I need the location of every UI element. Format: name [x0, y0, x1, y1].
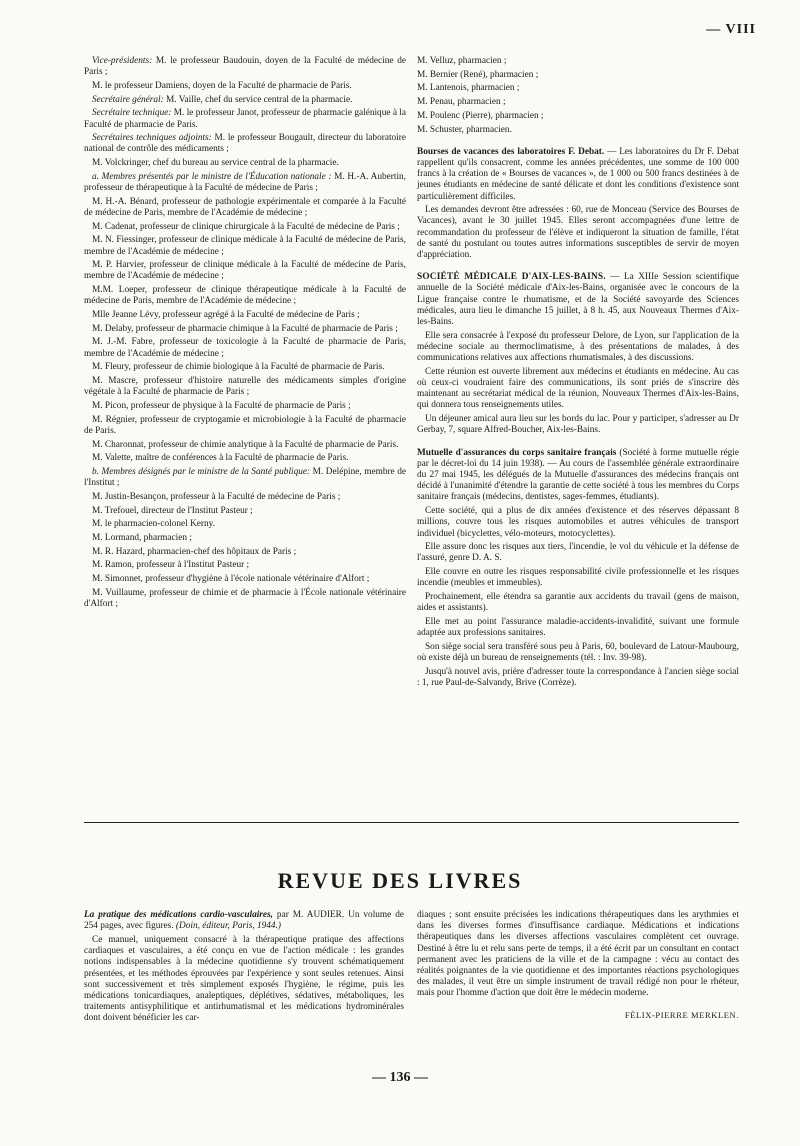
- member-list-item: M. Poulenc (Pierre), pharmacien ;: [417, 110, 544, 121]
- item-text: M. Charonnat, professeur de chimie analytique à la Faculté de pharmacie de Paris.: [92, 439, 399, 450]
- member-list-item: M. Penau, pharmacien ;: [417, 97, 506, 108]
- item-text: M. Mascre, professeur d'histoire naturelle des médicaments simples d'origine végétale à la Faculté de pharmacie de Paris ;: [84, 376, 406, 398]
- item-text: M. le professeur Bougault, directeur du laboratoire national de contrôle des médicaments ;: [84, 133, 406, 155]
- left-column-item: [84, 235, 406, 257]
- left-column-item: [84, 440, 406, 451]
- left-column-item: [84, 533, 406, 544]
- left-column-item: [84, 260, 406, 282]
- member-list-item: M. Lantenois, pharmacien ;: [417, 83, 520, 94]
- societe-paragraph-3: Cette réunion est ouverte librement aux médecins et étudiants en médecine. Au cas où ceux-ci voudraient faire des communications, ils sont priés de s'inscrire dès maintenant au secrétariat médical de la réunion, Nouveaux Thermes d'Aix-les-Bains, qui donnera tous renseignements utiles.: [417, 366, 739, 411]
- item-text: M. le professeur Janot, professeur de pharmacie galénique à la Faculté de pharmacie de Paris.: [84, 108, 406, 130]
- book-details: Un volume de 254 pages, avec figures.: [84, 910, 404, 932]
- right-column: [417, 56, 739, 692]
- review-text-left: Ce manuel, uniquement consacré à la thérapeutique pratique des affections cardiaques et vasculaires, a été conçu en vue de l'action médicale : les grandes notions indispensables à la médecine quotidienne s'y trouvent schématiquement présentées, et les méthodes éprouvées par l'expérience y sont seules retenues. Ainsi sont successivement et très simplement exposés l'hygiène, le régime, puis les médications tonicardiaques, analeptiques, déplétives, sédatives, métaboliques, les traitements antisyphilitique et antirhumatismal et les médications hydrominérales dont doivent bénéficier les car-: [84, 934, 404, 1024]
- item-lead: a. Membres présentés par le ministre de l'Éducation nationale :: [92, 171, 332, 182]
- item-text: M. le professeur Baudouin, doyen de la Faculté de médecine de Paris ;: [84, 56, 406, 78]
- left-column-item: [84, 574, 406, 585]
- left-column-item: [84, 310, 406, 321]
- item-text: M. Delépine, membre de l'Institut ;: [84, 467, 406, 489]
- section-title: REVUE DES LIVRES: [277, 868, 523, 893]
- item-text: M. R. Hazard, pharmacien-chef des hôpitaux de Paris ;: [92, 546, 297, 557]
- item-text: M. le professeur Damiens, doyen de la Faculté de pharmacie de Paris.: [92, 80, 352, 91]
- left-column-item: [84, 285, 406, 307]
- item-text: M. J.-M. Fabre, professeur de toxicologie à la Faculté de pharmacie de Paris, membre de l'Académie de médecine ;: [84, 337, 406, 359]
- item-lead: Secrétaire technique:: [92, 108, 172, 119]
- member-list-item: M. Schuster, pharmacien.: [417, 124, 512, 135]
- item-text: M. Delaby, professeur de pharmacie chimique à la Faculté de pharmacie de Paris ;: [92, 323, 398, 334]
- review-right-column: [417, 910, 739, 1021]
- left-column-item: [84, 133, 406, 155]
- item-text: Mlle Jeanne Lévy, professeur agrégé à la Faculté de médecine de Paris ;: [92, 310, 360, 321]
- bourses-heading: Bourses de vacances des laboratoires F. Debat.: [417, 146, 605, 157]
- item-lead: b. Membres désignés par le ministre de la Santé publique:: [92, 467, 311, 477]
- members-list: [417, 56, 739, 136]
- left-column-item: [84, 467, 406, 489]
- section-divider: [84, 822, 739, 823]
- left-column-item: [84, 560, 406, 571]
- left-column-item: [84, 519, 406, 530]
- item-text: M. le pharmacien-colonel Kerny.: [92, 519, 216, 530]
- item-text: M. Régnier, professeur de cryptogamie et microbiologie à la Faculté de pharmacie de Paris.: [84, 414, 406, 436]
- left-column-item: [84, 222, 406, 233]
- mutuelle-paragraph-7: Son siège social sera transféré sous peu à Paris, 60, boulevard de Latour-Maubourg, où existe déjà un bureau de renseignements (tél. : Inv. 39-98).: [417, 641, 739, 664]
- item-text: M. Fleury, professeur de chimie biologique à la Faculté de pharmacie de Paris.: [92, 362, 385, 373]
- item-text: M. P. Harvier, professeur de clinique médicale à la Faculté de médecine de Paris, membre de l'Académie de médecine ;: [84, 260, 406, 282]
- book-author: par M. AUDIER.: [273, 910, 345, 920]
- left-column-item: [84, 453, 406, 464]
- book-title: La pratique des médications cardio-vasculaires,: [84, 910, 273, 920]
- member-list-item: M. Velluz, pharmacien ;: [417, 56, 507, 66]
- mutuelle-paragraph-5: Prochainement, elle étendra sa garantie aux accidents du travail (gens de maison, aides et assistants).: [417, 592, 739, 614]
- left-column-item: [84, 108, 406, 130]
- item-text: M. H.-A. Aubertin, professeur de thérapeutique à la Faculté de médecine de Paris ;: [84, 171, 406, 194]
- left-column-item: [84, 95, 406, 106]
- mutuelle-paragraph-2: Cette société, qui a plus de dix années d'existence et des réserves dépassant 8 millions, couvre tous les risques automobiles et autres véhicules de transport individuel (bicyclettes, vélo-moteurs, motocyclettes).: [417, 506, 739, 539]
- item-text: M.M. Loeper, professeur de clinique thérapeutique médicale à la Faculté de médecine de Paris, membre de l'Académie de médecine ;: [84, 285, 406, 307]
- left-column-item: [84, 506, 406, 517]
- page-number: — 136 —: [372, 1070, 428, 1085]
- left-column-item: [84, 362, 406, 373]
- mutuelle-paragraph-8: Jusqu'à nouvel avis, prière d'adresser toute la correspondance à l'ancien siège social : 1, rue Paul-de-Salvandy, Brive (Corrèze).: [417, 666, 739, 688]
- societe-paragraph-2: Elle sera consacrée à l'exposé du professeur Delore, de Lyon, sur l'application de la médecine sociale au thermoclimatisme, à des présentations de malades, à des communications relatives aux affections rhumatismales, à des discussions.: [417, 330, 739, 364]
- left-column: [84, 56, 406, 613]
- page-number-roman: — VIII: [706, 22, 756, 37]
- bourses-text: — Les laboratoires du Dr F. Debat rappellent qu'ils consacrent, comme les années précédentes, une somme de 100 000 francs à la création de « Bourses de vacances », de 1 000 ou 500 francs destinées à de jeunes étudiants en médecine de santé délicate et dont les conditions d'existence sont particulièrement difficiles.: [417, 146, 739, 202]
- item-text: M. Trefouel, directeur de l'Institut Pasteur ;: [92, 505, 253, 516]
- left-column-item: [84, 376, 406, 398]
- item-text: M. Valette, maître de conférences à la Faculté de pharmacie de Paris.: [92, 453, 349, 464]
- review-text-right: diaques ; sont ensuite précisées les indications thérapeutiques dans les arythmies et dans les diverses formes d'insuffisance cardiaque. Médications et indications thérapeutiques dans les diverses affections vasculaires complètent cet ouvrage. Destiné à être lu et relu sans perte de temps, il a été écrit par un consultant en contact permanent avec les praticiens de la ville et de la campagne : vécu au contact des réalités poignantes de la vie quotidienne et des importantes réactions psychologiques des malades, il veut être un simple instrument de travail rédigé non pour le rhéteur, mais pour l'homme d'action que doit être le médecin moderne.: [417, 910, 739, 999]
- left-column-item: [84, 324, 406, 335]
- member-list-item: M. Bernier (René), pharmacien ;: [417, 69, 539, 80]
- left-column-item: [84, 588, 406, 610]
- item-text: M. N. Fiessinger, professeur de clinique médicale à la Faculté de médecine de Paris, membre de l'Académie de médecine ;: [84, 235, 406, 257]
- mutuelle-paragraph-4: Elle couvre en outre les risques responsabilité civile professionnelle et les risques incendie (meubles et immeubles).: [417, 567, 739, 589]
- item-text: M. Lormand, pharmacien ;: [92, 533, 192, 544]
- item-lead: Secrétaire général:: [92, 94, 164, 105]
- item-text: M. Simonnet, professeur d'hygiène à l'école nationale vétérinaire d'Alfort ;: [92, 574, 370, 585]
- review-left-column: [84, 910, 404, 1027]
- left-column-item: [84, 415, 406, 437]
- bourses-paragraph-2: Les demandes devront être adressées : 60, rue de Monceau (Service des Bourses de Vacances), avant le 30 juillet 1945. Elles seront accompagnées d'une lettre de recommandation du professeur de l'élève et indiqueront la situation de famille, l'état de santé du postulant ou toutes autres informations susceptibles de servir de moyen d'appréciation.: [417, 205, 739, 261]
- item-text: M. Cadenat, professeur de clinique chirurgicale à la Faculté de médecine de Paris ;: [92, 221, 400, 232]
- item-text: M. Justin-Besançon, professeur à la Faculté de médecine de Paris ;: [92, 491, 341, 502]
- left-column-item: [84, 337, 406, 359]
- item-lead: Secrétaires techniques adjoints:: [92, 133, 212, 144]
- societe-heading: SOCIÉTÉ MÉDICALE D'AIX-LES-BAINS.: [417, 272, 606, 283]
- left-column-item: [84, 547, 406, 558]
- societe-text: — La XIIIe Session scientifique annuelle de la Société médicale d'Aix-les-Bains, organisée avec le concours de la Ligue française contre le rhumatisme, et de la Société savoyarde des Sciences médicales, aura lieu le dimanche 15 juillet, à 8 h. 45, aux Nouveaux Thermes d'Aix-les-Bains.: [417, 272, 739, 328]
- book-citation: [84, 910, 404, 932]
- mutuelle-paragraph-3: Elle assure donc les risques aux tiers, l'incendie, le vol du véhicule et la défense de l'assuré, genre D. A. S.: [417, 542, 739, 564]
- item-text: M. Picon, professeur de physique à la Faculté de pharmacie de Paris ;: [92, 400, 351, 411]
- mutuelle-heading: Mutuelle d'assurances du corps sanitaire français: [417, 447, 617, 458]
- left-column-item: [84, 492, 406, 503]
- mutuelle-text: (Société à forme mutuelle régie par le décret-loi du 14 juin 1938). — Au cours de l'assemblée générale extraordinaire du 27 mai 1945, les délégués de la Mutuelle d'assurances des médecins français ont décidé à l'unanimité d'étendre la garantie de cette société à tous les membres du Corps sanitaire français (médecins, dentistes, sages-femmes, étudiants).: [417, 447, 739, 503]
- item-text: M. Vaille, chef du service central de la pharmacie.: [163, 94, 353, 105]
- review-signature: FÉLIX-PIERRE MERKLEN.: [624, 1009, 739, 1020]
- societe-paragraph-4: Un déjeuner amical aura lieu sur les bords du lac. Pour y participer, s'adresser au Dr Gerbay, 7, square Alfred-Boucher, Aix-les-Bains.: [417, 414, 739, 436]
- left-column-item: [84, 81, 406, 92]
- item-text: M. Ramon, professeur à l'Institut Pasteur ;: [92, 560, 250, 571]
- item-lead: Vice-présidents:: [92, 56, 153, 66]
- left-column-item: [84, 158, 406, 169]
- left-column-item: [84, 172, 406, 194]
- book-publisher: (Doin, éditeur, Paris, 1944.): [175, 921, 282, 932]
- left-column-item: [84, 401, 406, 412]
- item-text: M. Vuillaume, professeur de chimie et de pharmacie à l'École nationale vétérinaire d'Alfort ;: [84, 587, 406, 610]
- left-column-item: [84, 197, 406, 219]
- mutuelle-paragraph-6: Elle met au point l'assurance maladie-accidents-invalidité, suivant une formule adaptée aux professions sanitaires.: [417, 616, 739, 639]
- left-column-item: [84, 56, 406, 78]
- item-text: M. H.-A. Bénard, professeur de pathologie expérimentale et comparée à la Faculté de médecine de Paris, membre de l'Académie de médecine ;: [84, 196, 406, 218]
- item-text: M. Volckringer, chef du bureau au service central de la pharmacie.: [92, 158, 339, 169]
